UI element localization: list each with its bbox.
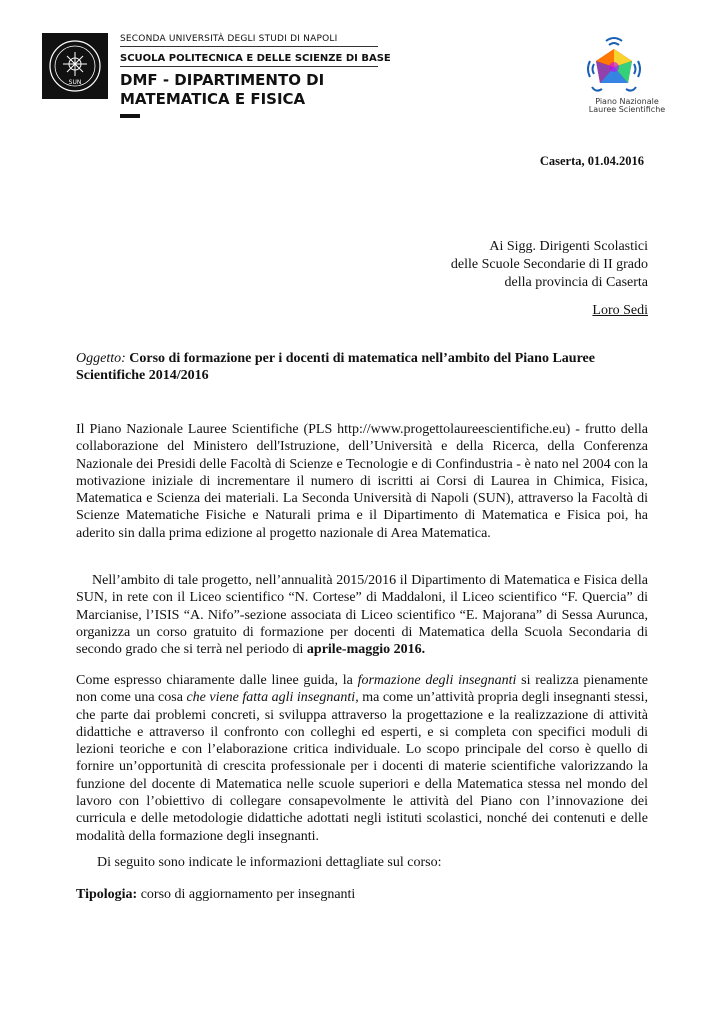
paragraph-project [76,572,648,658]
university-seal-icon [48,39,102,93]
pls-text-line-2: Lauree Scientifiche [588,105,666,114]
department-line-1: DMF - DIPARTIMENTO DI [120,71,325,89]
pls-text-line-1: Piano Nazionale [595,97,659,106]
letter-date: Caserta, 01.04.2016 [539,154,644,168]
course-period: aprile-maggio 2016. [306,642,426,658]
guidelines-italic-1: formazione degli insegnanti [357,673,517,688]
loro-sedi: Loro Sedi [592,303,648,318]
guidelines-text-a: Come espresso chiaramente dalle linee guida, la [76,673,358,688]
guidelines-italic-2: che viene fatta agli insegnanti [186,690,356,706]
header-divider-2 [120,66,378,67]
svg-text:SUN: SUN [68,79,82,86]
pls-logo-text [572,98,682,114]
guidelines-text-c: , ma come un’attività propria degli insegnanti stessi, che parte dai problemi concreti, si sviluppa attraverso la progettazione e la realizzazione di attività didattiche e attraverso il confronto con colleghi ed esperti, e si completa con specifici moduli di lezioni teoriche e con l’elaborazione critica individuale. Lo scopo principale del corso è quello di fornire un’opportunità di crescita professionale per i docenti di materie scientifiche valorizzando la funzione del docente di Matematica nelle scuole superiori e della Matematica stessa nel mondo del lavoro con l’obiettivo di collegare consapevolmente le attività del Piano con l’innovazione dei curricula e delle metodologie didattiche adottati negli istituti scolastici, nonché dei contenuti e delle modalità della formazione degli insegnanti. [76,690,648,844]
university-name: SECONDA UNIVERSITÀ DEGLI STUDI DI NAPOLI [120,34,338,44]
subject-label: Oggetto: [76,351,126,366]
header-divider [120,46,378,47]
paragraph-details-intro: Di seguito sono indicate le informazioni dettagliate sul corso: [97,855,442,870]
recipient-line: Ai Sigg. Dirigenti Scolastici [489,239,648,254]
department-line-2: MATEMATICA E FISICA [120,90,306,108]
recipients-block [451,238,648,292]
recipient-line: delle Scuole Secondarie di II grado [450,257,648,272]
university-logo [42,33,108,99]
header-dash [120,114,140,118]
department-name [120,71,324,109]
tipologia-value: corso di aggiornamento per insegnanti [137,887,356,902]
tipologia-line [76,886,648,903]
school-name: SCUOLA POLITECNICA E DELLE SCIENZE DI BASE [120,53,391,64]
letter-subject [76,350,656,384]
recipient-line: della provincia di Caserta [504,275,648,290]
guidelines-text-b: si realizza pienamente non come una cosa [76,673,649,706]
tipologia-label: Tipologia: [76,887,138,902]
pls-logo-icon [584,33,644,97]
paragraph-intro: Il Piano Nazionale Lauree Scientifiche (PLS http://www.progettolaureescientifiche.eu) - frutto della collaborazione del Ministero dell'Istruzione, dell’Università e della Ricerca, della Conferenza Nazionale dei Presidi delle Facoltà di Scienze e Tecnologie e di Confindustria - è nato nel 2004 con la motivazione iniziale di incrementare il numero di iscritti ai Corsi di Laurea in Chimica, Fisica, Matematica e Scienza dei materiali. La Seconda Università di Napoli (SUN), attraverso la Facoltà di Scienze Matematiche Fisiche e Naturali prima e il Dipartimento di Matematica e Fisica poi, ha aderito sin dalla prima edizione al progetto nazionale di Area Matematica. [76,422,648,541]
paragraph-project-text: Nell’ambito di tale progetto, nell’annualità 2015/2016 il Dipartimento di Matematica e Fisica della SUN, in rete con il Liceo scientifico “N. Cortese” di Maddaloni, il Liceo scientifico “F. Quercia” di Marcianise, l’ISIS “A. Nifo”-sezione associata di Liceo scientifico “E. Majorana” di Sessa Aurunca, organizza un corso gratuito di formazione per docenti di Matematica della Scuola Secondaria di secondo grado che si terrà nel periodo di [76,573,648,658]
subject-text: Corso di formazione per i docenti di matematica nell’ambito del Piano Lauree Scientifiche 2014/2016 [76,351,595,383]
paragraph-guidelines [76,672,648,845]
